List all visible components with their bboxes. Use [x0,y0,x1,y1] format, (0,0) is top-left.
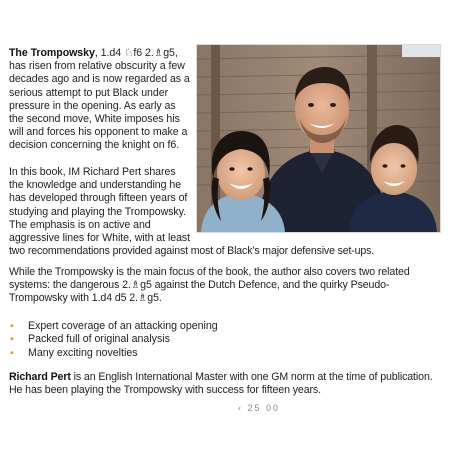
author-bio-text: is an English International Master with one GM norm at the time of publication. He has been playing the Trompowsky with success for fifteen years. [9,371,433,397]
book-description-paragraph: In this book, IM Richard Pert shares the knowledge and understanding he has developed through fifteen years of studying and playing the Trompowsky. The emphasis is on active and aggressive lines for White, with at least [9,166,191,245]
intro-body: has risen from relative obscurity a few decades ago and is now regarded as a serious attempt to put Black under pressure in the opening. As early as the second move, White imposes his will and forces his opponent to make a decision concerning the knight on f6. [9,60,190,152]
book-coverage-paragraph: While the Trompowsky is the main focus of the book, the author also covers two related systems: the dangerous 2.♗g5 against the Dutch Defence, and the quirky Pseudo-Trompowsky with 1.d4 d5 2.♗g5. [9,266,410,305]
bullet-icon: ▪ [10,346,14,359]
intro-moves: , 1.d4 ♘f6 2.♗g5, [94,47,178,59]
bullet-icon: ▪ [10,333,14,346]
bullet-icon: ▪ [10,320,14,332]
book-description-continued: two recommendations provided against most of Black’s major defensive set-ups. [9,245,375,257]
list-item [9,333,218,346]
author-name: Richard Pert [9,371,71,383]
intro-title: The Trompowsky [9,47,95,59]
list-item [9,320,218,333]
list-item-text: Packed full of original analysis [28,333,170,346]
list-item-text: Many exciting novelties [28,346,138,359]
footer-mark: ‹ 25 00 [238,403,281,413]
author-family-photo [196,44,441,233]
author-bio [9,371,441,397]
list-item [9,347,218,360]
feature-list [9,320,218,360]
list-item-text: Expert coverage of an attacking opening [28,320,218,332]
intro-paragraph [9,47,193,153]
